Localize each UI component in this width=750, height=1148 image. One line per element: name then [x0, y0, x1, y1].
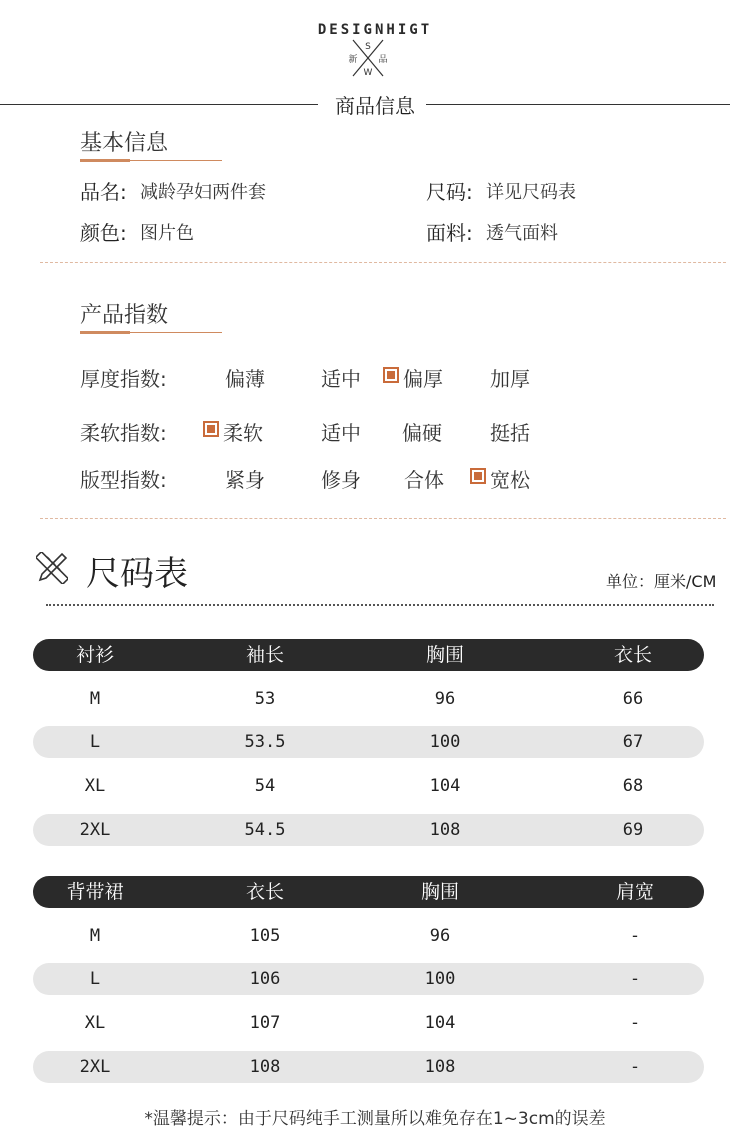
table-cell: 53 [254, 689, 276, 709]
ruler-pencil-icon [36, 552, 68, 584]
emblem-letter-product: 品 [378, 55, 388, 65]
table-cell: 104 [424, 1013, 456, 1033]
fit-option-tight: 紧身 [225, 468, 265, 492]
table-cell: 108 [429, 820, 461, 840]
softness-option-crisp: 挺括 [490, 421, 530, 445]
fit-option-regular: 合体 [404, 468, 444, 492]
size-chart-title: 尺码表 [86, 554, 188, 594]
size-chart-divider [46, 604, 714, 606]
table-cell: 53.5 [244, 732, 286, 752]
info-name-value: 减龄孕妇两件套 [140, 182, 266, 203]
thickness-option-extra-thick: 加厚 [490, 367, 530, 391]
shirt-header-col-1: 袖长 [245, 644, 284, 666]
table-cell: 96 [429, 926, 451, 946]
table-cell: - [629, 926, 641, 946]
table-cell: L [89, 969, 101, 989]
shirt-header-col-0: 衬衫 [75, 644, 114, 666]
info-size-value: 详见尺码表 [486, 182, 576, 203]
table-cell: XL [84, 776, 106, 796]
fit-selected-checkbox [470, 468, 486, 484]
table-cell: 100 [424, 969, 456, 989]
table-cell: 54 [254, 776, 276, 796]
page-title: 商品信息 [0, 90, 750, 119]
info-color-value: 图片色 [140, 223, 194, 244]
section-divider-2 [40, 518, 726, 519]
dress-header-col-1: 衣长 [245, 881, 284, 903]
table-cell: M [89, 926, 101, 946]
measurement-footnote: *温馨提示：由于尺码纯手工测量所以难免存在1~3cm的误差 [144, 1109, 606, 1129]
size-chart-unit: 单位：厘米/CM [606, 572, 717, 591]
info-size-label: 尺码: [426, 180, 473, 204]
emblem-letter-new: 新 [348, 55, 358, 65]
table-cell: 105 [249, 926, 281, 946]
table-cell: 68 [622, 776, 644, 796]
table-cell: 67 [622, 732, 644, 752]
table-cell: 54.5 [244, 820, 286, 840]
emblem-letter-s: S [365, 42, 371, 52]
dress-header-col-3: 肩宽 [615, 881, 654, 903]
table-cell: 108 [424, 1057, 456, 1077]
thickness-option-thin: 偏薄 [225, 367, 265, 391]
thickness-option-thick: 偏厚 [403, 367, 443, 391]
table-cell: 104 [429, 776, 461, 796]
info-fabric-label: 面料: [426, 221, 473, 245]
thickness-selected-checkbox [383, 367, 399, 383]
brand-emblem-icon [345, 38, 391, 78]
basic-info-title: 基本信息 [80, 131, 169, 156]
softness-selected-checkbox [203, 421, 219, 437]
dress-header-col-2: 胸围 [420, 881, 459, 903]
table-cell: - [629, 969, 641, 989]
table-cell: 66 [622, 689, 644, 709]
brand-wordmark: DESIGNHIGT [317, 22, 433, 38]
softness-option-soft: 柔软 [223, 421, 263, 445]
table-cell: M [89, 689, 101, 709]
emblem-letter-w: W [363, 68, 373, 78]
table-cell: - [629, 1057, 641, 1077]
product-index-underline-accent [80, 331, 130, 334]
table-cell: 69 [622, 820, 644, 840]
table-cell: L [89, 732, 101, 752]
shirt-header-col-3: 衣长 [613, 644, 652, 666]
fit-option-loose: 宽松 [490, 468, 530, 492]
table-cell: 2XL [79, 1057, 111, 1077]
softness-label: 柔软指数: [80, 421, 167, 445]
softness-option-medium: 适中 [321, 421, 361, 445]
info-name-label: 品名: [80, 180, 127, 204]
fit-label: 版型指数: [80, 468, 167, 492]
fit-option-slim: 修身 [321, 468, 361, 492]
info-color-label: 颜色: [80, 221, 127, 245]
table-cell: 100 [429, 732, 461, 752]
table-cell: 106 [249, 969, 281, 989]
thickness-option-medium: 适中 [321, 367, 361, 391]
basic-info-underline-accent [80, 159, 130, 162]
table-cell: 108 [249, 1057, 281, 1077]
table-cell: 107 [249, 1013, 281, 1033]
shirt-header-col-2: 胸围 [425, 644, 464, 666]
thickness-label: 厚度指数: [80, 367, 167, 391]
table-cell: 96 [434, 689, 456, 709]
table-cell: XL [84, 1013, 106, 1033]
product-index-title: 产品指数 [80, 303, 169, 328]
info-fabric-value: 透气面料 [486, 223, 558, 244]
table-cell: 2XL [79, 820, 111, 840]
table-cell: - [629, 1013, 641, 1033]
dress-header-col-0: 背带裙 [66, 881, 124, 903]
softness-option-stiff: 偏硬 [402, 421, 442, 445]
section-divider [40, 262, 726, 263]
